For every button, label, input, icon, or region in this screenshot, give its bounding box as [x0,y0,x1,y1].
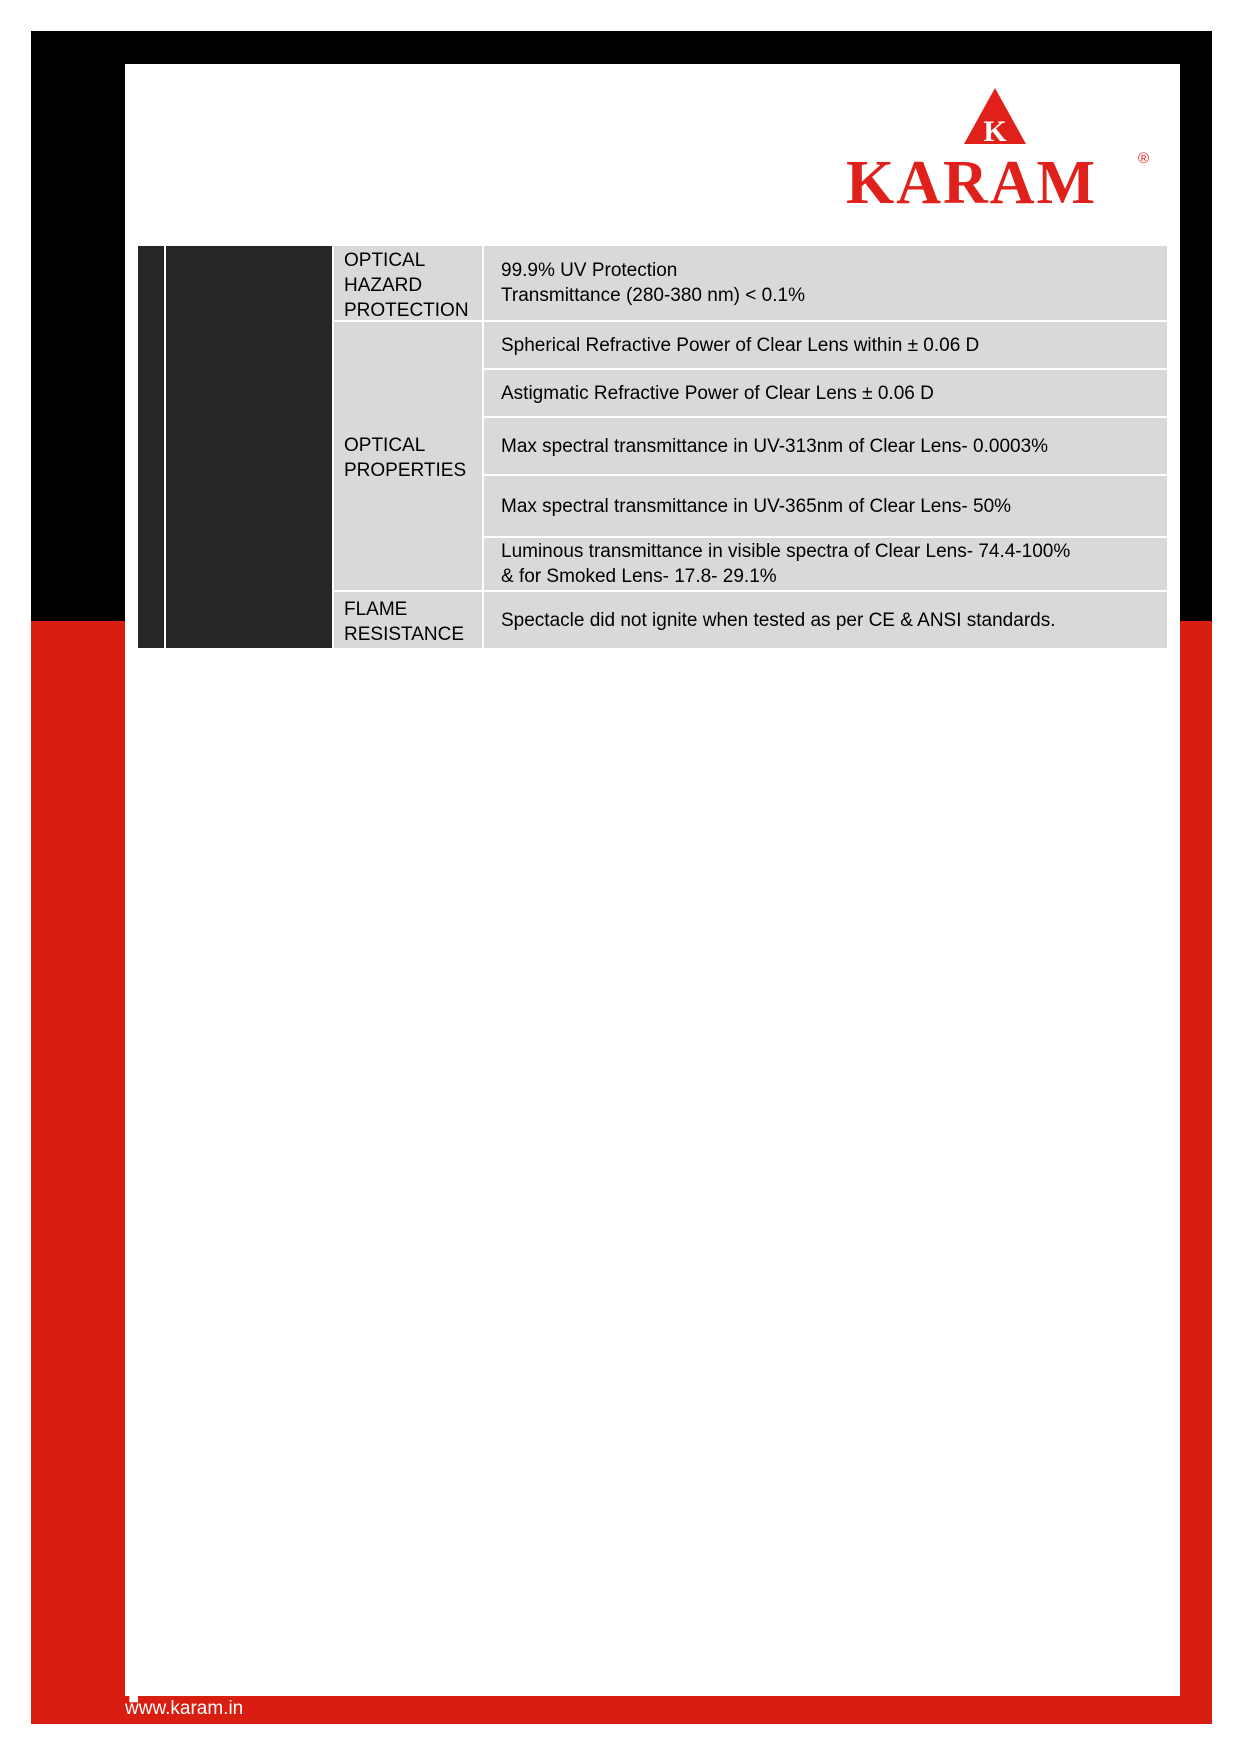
logo-triangle-icon [960,86,1030,146]
spec-table [138,246,1167,648]
brand-logo [846,86,1156,216]
brand-name: KARAM [846,149,1098,217]
website-link[interactable]: www.karam.in [125,1698,244,1719]
spec-value: Max spectral transmittance in UV-313nm of Clear Lens- 0.0003% [484,418,1167,474]
table-dark-column [138,246,164,648]
table-dark-column [166,246,332,648]
spec-value: Luminous transmittance in visible spectra of Clear Lens- 74.4-100% & for Smoked Lens- 17.8- 29.1% [484,538,1167,590]
category-optical-properties: OPTICAL PROPERTIES [334,322,482,590]
spec-value: Astigmatic Refractive Power of Clear Lens ± 0.06 D [484,370,1167,416]
registered-mark: ® [1138,150,1150,167]
side-title: TECHNICAL DATA SHEET [113,822,200,1703]
category-optical-hazard-protection: OPTICAL HAZARD PROTECTION [334,246,482,320]
spec-value: 99.9% UV Protection Transmittance (280-380 nm) < 0.1% [484,246,1167,320]
spec-value: Spectacle did not ignite when tested as per CE & ANSI standards. [484,592,1167,648]
logo-letter: K [983,115,1007,146]
category-flame-resistance: FLAME RESISTANCE [334,592,482,648]
spec-value: Max spectral transmittance in UV-365nm of Clear Lens- 50% [484,476,1167,536]
spec-value: Spherical Refractive Power of Clear Lens within ± 0.06 D [484,322,1167,368]
